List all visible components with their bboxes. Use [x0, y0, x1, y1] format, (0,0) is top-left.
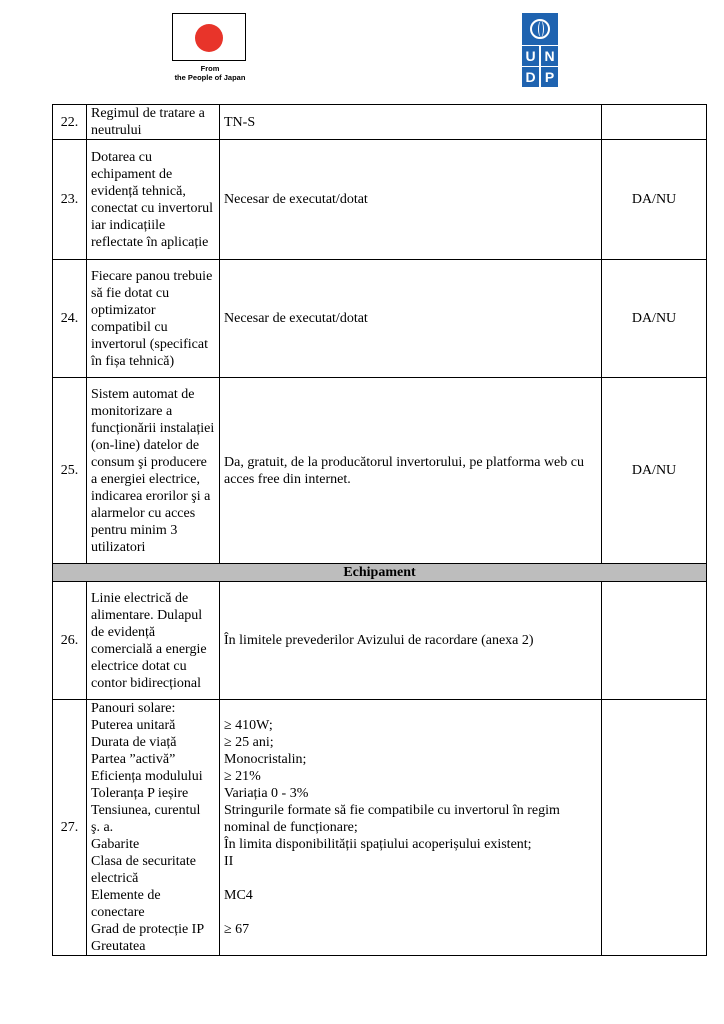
param-line: Grad de protecție IP — [91, 922, 205, 937]
row-number: 26. — [53, 582, 87, 700]
param-line: Partea ”activă” — [91, 752, 176, 767]
japan-caption-line2: the People of Japan — [174, 73, 246, 82]
value-line: În limita disponibilității spațiului acoperișului existent; — [224, 837, 532, 852]
row-value: Necesar de executat/dotat — [220, 260, 602, 378]
undp-emblem — [522, 13, 558, 45]
param-line: Puterea unitară — [91, 718, 176, 733]
value-line: Variația 0 - 3% — [224, 786, 309, 801]
undp-logo — [522, 13, 558, 87]
value-line — [224, 904, 597, 921]
row-number: 22. — [53, 105, 87, 140]
value-line: ≥ 67 — [224, 922, 250, 937]
row-number: 25. — [53, 378, 87, 564]
row-parameter: Sistem automat de monitorizare a funcționării instalației (on-line) datelor de consum şi producere a energiei electrice, indicarea erorilor şi a alarmelor cu acces pentru minim 3 utilizatori — [87, 378, 220, 564]
undp-letter-d: D — [522, 67, 539, 87]
row-status: DA/NU — [602, 378, 707, 564]
row-number: 27. — [53, 700, 87, 956]
param-line: Panouri solare: — [91, 701, 176, 716]
value-line: II — [224, 854, 234, 869]
row-number: 24. — [53, 260, 87, 378]
header-logos — [0, 0, 724, 100]
undp-letter-p: P — [541, 67, 558, 87]
section-row — [53, 564, 707, 582]
value-line — [224, 870, 597, 887]
row-parameter: Dotarea cu echipament de evidență tehnică, conectat cu invertorul iar indicațiile reflectate în aplicație — [87, 140, 220, 260]
row-parameter-list — [87, 700, 220, 956]
red-sun-icon — [195, 24, 223, 52]
table-row — [53, 582, 707, 700]
table-row — [53, 105, 707, 140]
param-line: Durata de viață — [91, 735, 177, 750]
row-parameter: Regimul de tratare a neutrului — [87, 105, 220, 140]
row-value: TN-S — [220, 105, 602, 140]
japan-caption-line1: From — [200, 64, 220, 73]
row-status: DA/NU — [602, 260, 707, 378]
param-line: conectare — [91, 905, 145, 920]
row-status: DA/NU — [602, 140, 707, 260]
row-parameter: Fiecare panou trebuie să fie dotat cu optimizator compatibil cu invertorul (specificat în fișa tehnică) — [87, 260, 220, 378]
param-line: Tensiunea, curentul — [91, 803, 201, 818]
value-line: ≥ 410W; — [224, 718, 273, 733]
row-status — [602, 582, 707, 700]
undp-letter-u: U — [522, 46, 539, 66]
param-line: Gabarite — [91, 837, 140, 852]
row-value: Necesar de executat/dotat — [220, 140, 602, 260]
table-row — [53, 260, 707, 378]
value-line — [224, 700, 597, 717]
param-line: Elemente de — [91, 888, 161, 903]
japan-flag-icon — [172, 13, 246, 61]
value-line: Stringurile formate să fie compatibile cu invertorul în regim — [224, 803, 560, 818]
row-parameter: Linie electrică de alimentare. Dulapul de evidență comercială a energie electrice dotat cu contor bidirecțional — [87, 582, 220, 700]
param-line: ş. a. — [91, 820, 114, 835]
table-row — [53, 378, 707, 564]
param-line: Greutatea — [91, 939, 146, 954]
value-line: MC4 — [224, 888, 253, 903]
param-line: electrică — [91, 871, 139, 886]
row-value-list — [220, 700, 602, 956]
param-line: Clasa de securitate — [91, 854, 196, 869]
value-line — [224, 938, 597, 955]
value-line: Monocristalin; — [224, 752, 307, 767]
row-value: În limitele prevederilor Avizului de racordare (anexa 2) — [220, 582, 602, 700]
param-line: Toleranța P ieșire — [91, 786, 189, 801]
specification-table — [52, 104, 707, 956]
param-line: Eficiența modulului — [91, 769, 203, 784]
un-globe-icon — [530, 19, 550, 39]
value-line: ≥ 21% — [224, 769, 261, 784]
row-status — [602, 105, 707, 140]
row-value: Da, gratuit, de la producătorul invertorului, pe platforma web cu acces free din internet. — [220, 378, 602, 564]
undp-letter-n: N — [541, 46, 558, 66]
section-title: Echipament — [53, 564, 707, 582]
table-row — [53, 700, 707, 956]
value-line: nominal de funcționare; — [224, 820, 358, 835]
japan-caption — [164, 64, 256, 82]
row-number: 23. — [53, 140, 87, 260]
table-row — [53, 140, 707, 260]
row-status — [602, 700, 707, 956]
value-line: ≥ 25 ani; — [224, 735, 274, 750]
